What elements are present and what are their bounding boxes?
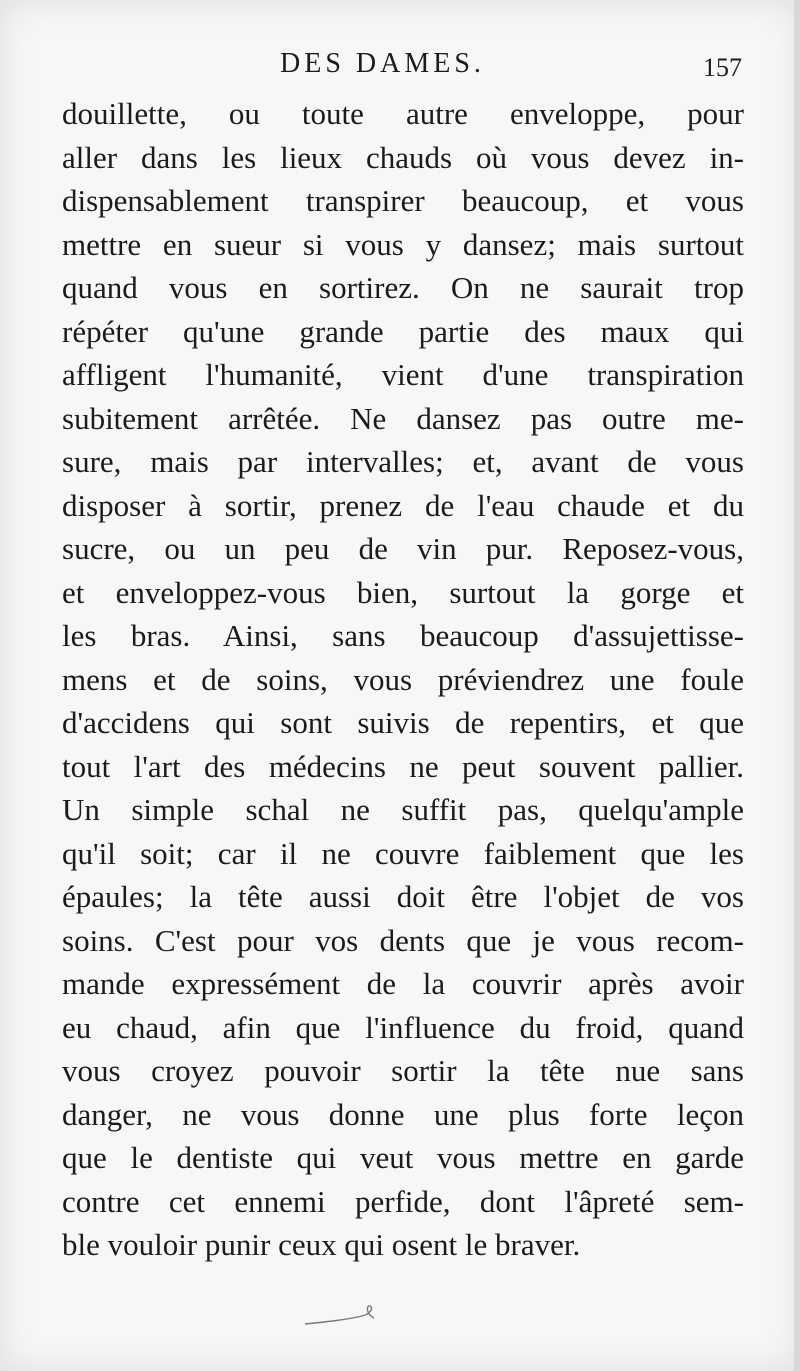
text-line: danger, ne vous donne une plus forte leçon <box>62 1096 744 1132</box>
text-line: mande expressément de la couvrir après avoir <box>62 966 744 1001</box>
text-line: qu'il soit; car il ne couvre faiblement que les <box>62 835 744 871</box>
text-line: quand vous en sortirez. On ne saurait trop <box>62 270 744 305</box>
text-line: disposer à sortir, prenez de l'eau chaude et du <box>62 487 744 523</box>
page-edge <box>794 0 800 1371</box>
text-line: ble vouloir punir ceux qui osent le braver. <box>62 1227 581 1262</box>
text-line: vous croyez pouvoir sortir la tête nue sans <box>62 1053 744 1088</box>
text-line: aller dans les lieux chauds où vous devez in- <box>62 139 744 175</box>
running-head-title: DES DAMES. <box>280 48 485 79</box>
text-line: dispensablement transpirer beaucoup, et vous <box>62 183 744 218</box>
text-line: eu chaud, afin que l'influence du froid, quand <box>62 1009 744 1045</box>
text-line: affligent l'humanité, vient d'une transpiration <box>62 357 744 392</box>
text-line: subitement arrêtée. Ne dansez pas outre me- <box>62 400 744 436</box>
text-line: répéter qu'une grande partie des maux qui <box>62 313 744 349</box>
text-line: les bras. Ainsi, sans beaucoup d'assujettisse- <box>62 618 744 653</box>
text-line: mettre en sueur si vous y dansez; mais surtout <box>62 226 744 262</box>
text-line: que le dentiste qui veut vous mettre en garde <box>62 1140 744 1175</box>
text-line: Un simple schal ne suffit pas, quelqu'ample <box>62 792 744 827</box>
text-line: sure, mais par intervalles; et, avant de vous <box>62 444 744 479</box>
text-line: d'accidens qui sont suivis de repentirs, et que <box>62 705 744 740</box>
text-line: contre cet ennemi perfide, dont l'âpreté sem- <box>62 1183 744 1219</box>
text-line: mens et de soins, vous préviendrez une foule <box>62 661 744 697</box>
text-line: sucre, ou un peu de vin pur. Reposez-vous, <box>62 531 744 566</box>
text-line: tout l'art des médecins ne peut souvent pallier. <box>62 748 744 784</box>
page-number: 157 <box>703 53 742 82</box>
text-line: soins. C'est pour vos dents que je vous recom- <box>62 922 744 958</box>
running-head <box>60 44 750 84</box>
text-line: et enveloppez-vous bien, surtout la gorge et <box>62 574 744 610</box>
body-text <box>62 92 744 1267</box>
ink-flourish-mark <box>300 1300 380 1330</box>
text-line: épaules; la tête aussi doit être l'objet de vos <box>62 879 744 914</box>
text-line: douillette, ou toute autre enveloppe, pour <box>62 96 744 131</box>
